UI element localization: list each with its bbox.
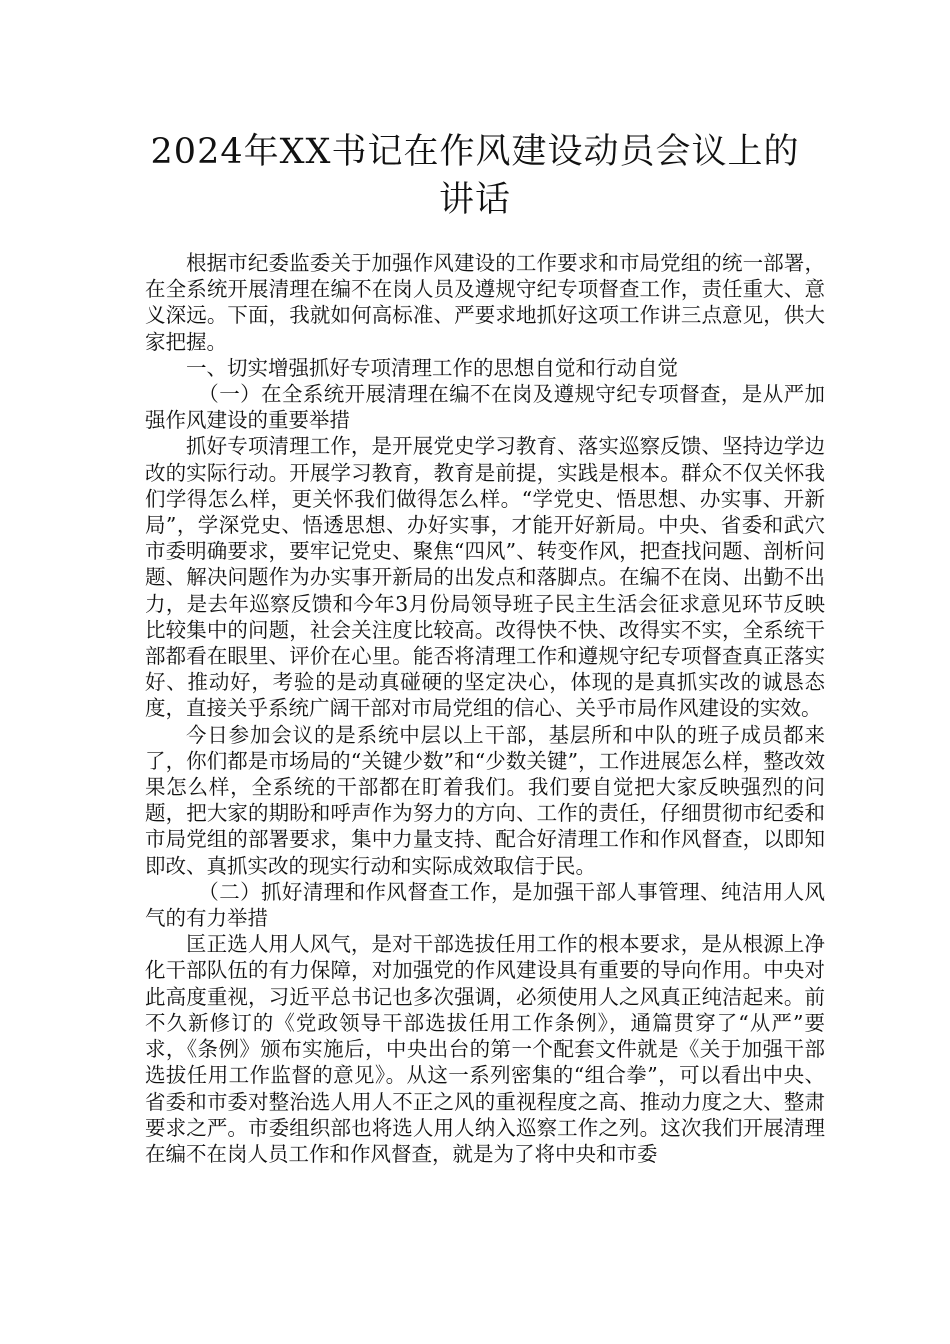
heading-subsection-2: （二）抓好清理和作风督查工作，是加强干部人事管理、纯洁用人风气的有力举措	[145, 879, 825, 931]
document-body	[145, 250, 825, 1167]
paragraph-body-2: 今日参加会议的是系统中层以上干部，基层所和中队的班子成员都来了，你们都是市场局的“关键少数”和“少数关键”，工作进展怎么样，整改效果怎么样，全系统的干部都在盯着我们。我们要自觉把大家反映强烈的问题，把大家的期盼和呼声作为努力的方向、工作的责任，仔细贯彻市纪委和市局党组的部署要求，集中力量支持、配合好清理工作和作风督查，以即知即改、真抓实改的现实行动和实际成效取信于民。	[145, 722, 825, 878]
paragraph-body-1: 抓好专项清理工作，是开展党史学习教育、落实巡察反馈、坚持边学边改的实际行动。开展学习教育，教育是前提，实践是根本。群众不仅关怀我们学得怎么样，更关怀我们做得怎么样。“学党史、悟思想、办实事、开新局”，学深党史、悟透思想、办好实事，才能开好新局。中央、省委和武穴市委明确要求，要牢记党史、聚焦“四风”、转变作风，把查找问题、剖析问题、解决问题作为办实事开新局的出发点和落脚点。在编不在岗、出勤不出力，是去年巡察反馈和今年3月份局领导班子民主生活会征求意见环节反映比较集中的问题，社会关注度比较高。改得快不快、改得实不实，全系统干部都看在眼里、评价在心里。能否将清理工作和遵规守纪专项督查真正落实好、推动好，考验的是动真碰硬的坚定决心，体现的是真抓实改的诚恳态度，直接关乎系统广阔干部对市局党组的信心、关乎市局作风建设的实效。	[145, 434, 825, 721]
heading-subsection-1: （一）在全系统开展清理在编不在岗及遵规守纪专项督查，是从严加强作风建设的重要举措	[145, 382, 825, 433]
heading-section-1: 一、切实增强抓好专项清理工作的思想自觉和行动自觉	[186, 355, 678, 380]
document-title: 2024年XX书记在作风建设动员会议上的讲话	[150, 132, 800, 220]
paragraph-body-3: 匡正选人用人风气，是对干部选拔任用工作的根本要求，是从根源上净化干部队伍的有力保障，对加强党的作风建设具有重要的导向作用。中央对此高度重视，习近平总书记也多次强调，必须使用人之风真正纯洁起来。前不久新修订的《党政领导干部选拔任用工作条例》，通篇贯穿了“从严”要求，《条例》颁布实施后，中央出台的第一个配套文件就是《关于加强干部选拔任用工作监督的意见》。从这一系列密集的“组合拳”，可以看出中央、省委和市委对整治选人用人不正之风的重视程度之高、推动力度之大、整肃要求之严。市委组织部也将选人用人纳入巡察工作之列。这次我们开展清理在编不在岗人员工作和作风督查，就是为了将中央和市委	[145, 932, 825, 1166]
paragraph-intro: 根据市纪委监委关于加强作风建设的工作要求和市局党组的统一部署，在全系统开展清理在编不在岗人员及遵规守纪专项督查工作，责任重大、意义深远。下面，我就如何高标准、严要求地抓好这项工作讲三点意见，供大家把握。	[145, 251, 825, 354]
